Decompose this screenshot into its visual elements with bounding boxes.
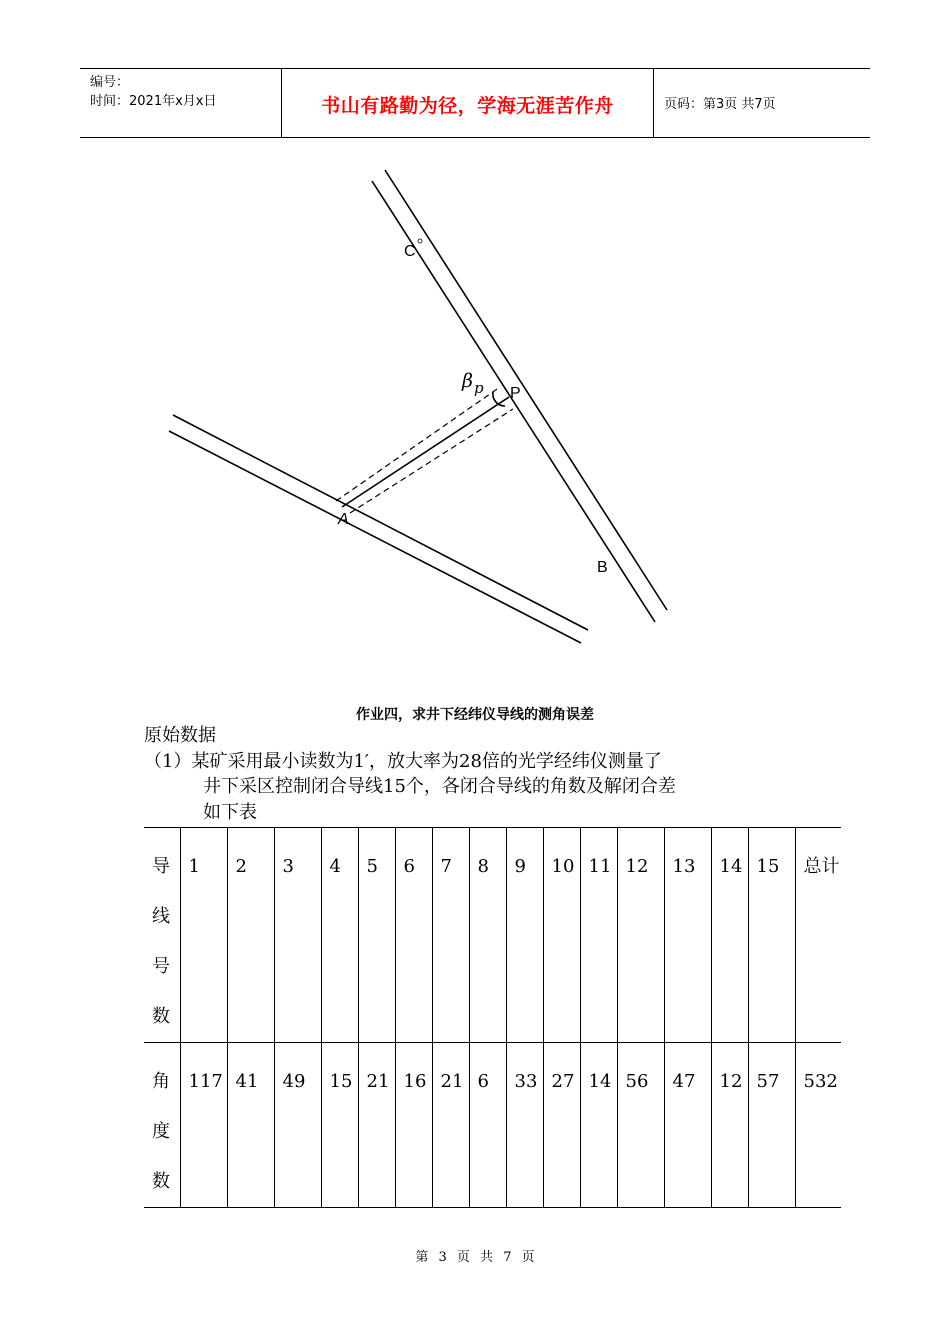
problem-text-line-3: 如下表 (203, 802, 257, 823)
dashed-line-lower (350, 409, 513, 513)
roadway-a-line-2 (169, 431, 581, 643)
traverse-diagram (0, 150, 950, 660)
table-cell: 12 (711, 1043, 748, 1208)
point-c-marker (418, 239, 422, 243)
angle-arc (493, 392, 505, 406)
label-beta-sub: p (474, 379, 484, 397)
table-cell: 14 (711, 828, 748, 1043)
label-c: C (404, 243, 416, 260)
table-cell: 14 (580, 1043, 617, 1208)
problem-text-line-2: 井下采区控制闭合导线15个，各闭合导线的角数及解闭合差 (203, 776, 676, 797)
roadway-a-line-1 (173, 415, 588, 630)
header-time: 时间：2021年x月x日 (90, 94, 217, 109)
table-cell: 15 (748, 828, 795, 1043)
label-p: P (510, 385, 521, 402)
table-row-traverse-number (144, 828, 841, 1043)
table-cell: 2 (227, 828, 274, 1043)
table-cell: 33 (506, 1043, 543, 1208)
table-cell: 12 (617, 828, 664, 1043)
table-cell: 8 (469, 828, 506, 1043)
table-row-angle-count (144, 1043, 841, 1208)
table-cell: 6 (469, 1043, 506, 1208)
table-cell: 7 (432, 828, 469, 1043)
label-beta: β (462, 370, 473, 392)
table-cell: 4 (321, 828, 358, 1043)
table-cell: 6 (395, 828, 432, 1043)
table-cell: 57 (748, 1043, 795, 1208)
table-cell: 3 (274, 828, 321, 1043)
table-cell: 27 (543, 1043, 580, 1208)
header-motto: 书山有路勤为径，学海无涯苦作舟 (321, 95, 614, 117)
table-cell: 15 (321, 1043, 358, 1208)
table-cell: 47 (664, 1043, 711, 1208)
problem-text-line-1: （1）某矿采用最小读数为1′，放大率为28倍的光学经纬仪测量了 (144, 751, 662, 772)
table-cell: 41 (227, 1043, 274, 1208)
sight-line-ap (342, 397, 509, 507)
dashed-line-upper (336, 387, 500, 501)
table-cell: 9 (506, 828, 543, 1043)
table-cell: 49 (274, 1043, 321, 1208)
table-cell: 21 (358, 1043, 395, 1208)
table-cell: 13 (664, 828, 711, 1043)
section-heading: 原始数据 (144, 725, 216, 746)
header-divider (653, 69, 654, 137)
table-cell: 5 (358, 828, 395, 1043)
page-header (80, 68, 870, 138)
table-cell: 21 (432, 1043, 469, 1208)
table-cell: 1 (180, 828, 227, 1043)
table-cell-header: 角度数 (144, 1043, 180, 1208)
header-meta (90, 73, 216, 111)
table-cell: 16 (395, 1043, 432, 1208)
table-cell: 56 (617, 1043, 664, 1208)
label-b: B (597, 559, 608, 576)
header-number: 编号： (90, 75, 130, 90)
table-cell-header: 导线号数 (144, 828, 180, 1043)
table-cell-total: 总计 (795, 828, 841, 1043)
table-cell: 10 (543, 828, 580, 1043)
roadway-cb-line-2 (385, 170, 667, 610)
table-cell: 11 (580, 828, 617, 1043)
assignment-title: 作业四，求井下经纬仪导线的测角误差 (356, 707, 594, 723)
header-page-info: 页码：第3页 共7页 (664, 97, 776, 112)
page-footer: 第 3 页 共 7 页 (415, 1250, 535, 1265)
label-a: A (338, 511, 349, 528)
table-cell: 117 (180, 1043, 227, 1208)
traverse-data-table (144, 827, 841, 1208)
table-cell-total: 532 (795, 1043, 841, 1208)
